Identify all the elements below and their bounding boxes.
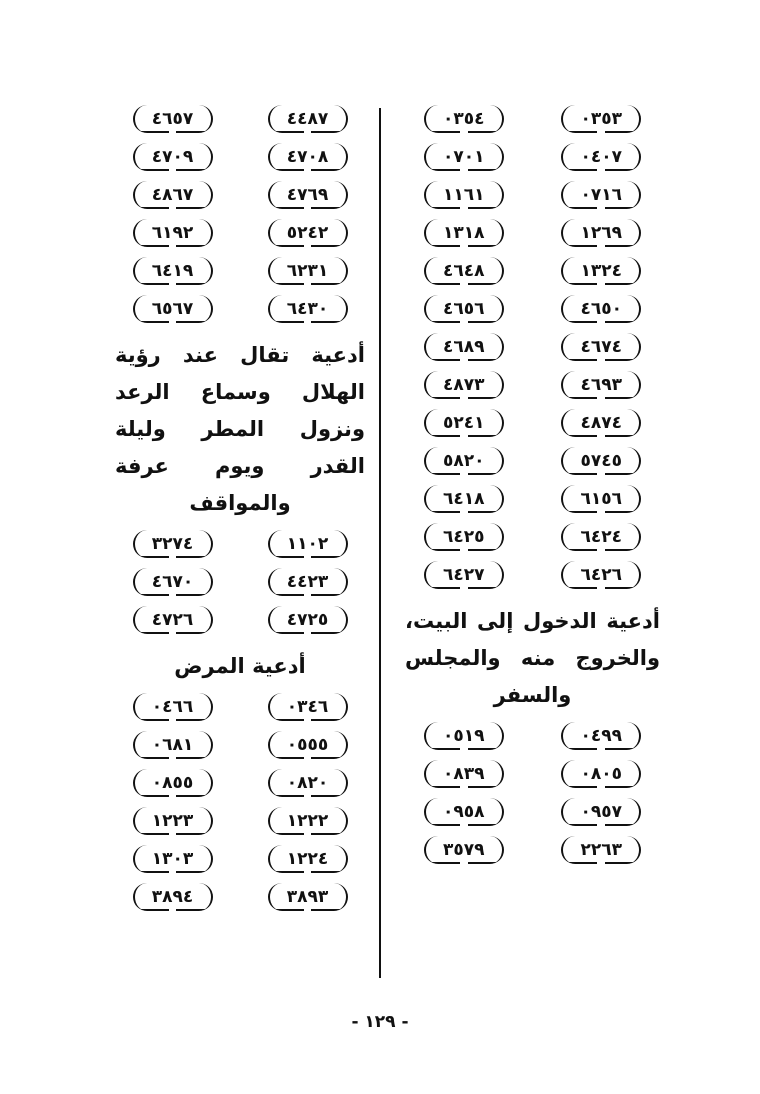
hadith-number: ٤٧٠٩ bbox=[133, 143, 213, 171]
hadith-number: ٤٦٩٣ bbox=[561, 371, 641, 399]
heading-illness: أدعية المرض bbox=[174, 654, 306, 678]
hadith-number: ٦٢٣١ bbox=[268, 257, 348, 285]
hadith-number: ٤٦٧٠ bbox=[133, 568, 213, 596]
hadith-number: ٠٣٥٤ bbox=[424, 105, 504, 133]
left-number-grid-2 bbox=[115, 530, 365, 634]
hadith-number: ٤٧٢٦ bbox=[133, 606, 213, 634]
hadith-number: ٠٨٣٩ bbox=[424, 760, 504, 788]
hadith-number: ٠٣٤٦ bbox=[268, 693, 348, 721]
left-number-grid-1 bbox=[115, 105, 365, 323]
hadith-number: ٠٤٠٧ bbox=[561, 143, 641, 171]
heading-entering-house: أدعية الدخول إلى البيت، والخروج منه والمجلس والسفر bbox=[405, 609, 660, 707]
hadith-number: ٤٦٥٧ bbox=[133, 105, 213, 133]
hadith-number: ٠٨٥٥ bbox=[133, 769, 213, 797]
hadith-number: ٤٨٦٧ bbox=[133, 181, 213, 209]
right-number-grid-1 bbox=[405, 105, 660, 589]
hadith-number: ٥٨٢٠ bbox=[424, 447, 504, 475]
hadith-number: ٠٩٥٨ bbox=[424, 798, 504, 826]
hadith-number: ١١٠٢ bbox=[268, 530, 348, 558]
hadith-number: ١٣١٨ bbox=[424, 219, 504, 247]
hadith-number: ٤٦٤٨ bbox=[424, 257, 504, 285]
hadith-number: ٠٦٨١ bbox=[133, 731, 213, 759]
page-number: - ١٢٩ - bbox=[351, 1012, 409, 1032]
hadith-number: ٣٥٧٩ bbox=[424, 836, 504, 864]
hadith-number: ٠٧١٦ bbox=[561, 181, 641, 209]
hadith-number: ٣٢٧٤ bbox=[133, 530, 213, 558]
hadith-number: ٤٤٢٣ bbox=[268, 568, 348, 596]
hadith-number: ٦٤٣٠ bbox=[268, 295, 348, 323]
hadith-number: ٤٨٧٣ bbox=[424, 371, 504, 399]
hadith-number: ٦٤٢٥ bbox=[424, 523, 504, 551]
hadith-number: ٦٤١٩ bbox=[133, 257, 213, 285]
hadith-number: ٦٤٢٤ bbox=[561, 523, 641, 551]
hadith-number: ١١٦١ bbox=[424, 181, 504, 209]
hadith-number: ٣٨٩٤ bbox=[133, 883, 213, 911]
hadith-number: ٢٢٦٣ bbox=[561, 836, 641, 864]
hadith-number: ٣٨٩٣ bbox=[268, 883, 348, 911]
hadith-number: ٤٧٢٥ bbox=[268, 606, 348, 634]
hadith-number: ٤٦٨٩ bbox=[424, 333, 504, 361]
hadith-number: ٤٧٠٨ bbox=[268, 143, 348, 171]
hadith-number: ٠٥١٩ bbox=[424, 722, 504, 750]
column-divider bbox=[379, 108, 381, 978]
right-column bbox=[405, 105, 660, 864]
hadith-number: ٠٤٩٩ bbox=[561, 722, 641, 750]
hadith-number: ٦٤٢٧ bbox=[424, 561, 504, 589]
hadith-number: ٤٨٧٤ bbox=[561, 409, 641, 437]
hadith-number: ٠٣٥٣ bbox=[561, 105, 641, 133]
hadith-number: ٥٧٤٥ bbox=[561, 447, 641, 475]
hadith-number: ٠٩٥٧ bbox=[561, 798, 641, 826]
hadith-number: ١٢٢٢ bbox=[268, 807, 348, 835]
left-number-grid-3 bbox=[115, 693, 365, 911]
left-column bbox=[115, 105, 365, 911]
hadith-number: ٥٢٤١ bbox=[424, 409, 504, 437]
hadith-number: ٠٨٢٠ bbox=[268, 769, 348, 797]
hadith-number: ١٢٢٤ bbox=[268, 845, 348, 873]
hadith-number: ٤٦٧٤ bbox=[561, 333, 641, 361]
hadith-number: ٤٦٥٠ bbox=[561, 295, 641, 323]
hadith-number: ٤٧٦٩ bbox=[268, 181, 348, 209]
hadith-number: ٠٨٠٥ bbox=[561, 760, 641, 788]
hadith-number: ٦٥٦٧ bbox=[133, 295, 213, 323]
hadith-number: ٠٧٠١ bbox=[424, 143, 504, 171]
hadith-number: ٦٤٢٦ bbox=[561, 561, 641, 589]
hadith-number: ٦١٥٦ bbox=[561, 485, 641, 513]
hadith-number: ١٢٦٩ bbox=[561, 219, 641, 247]
hadith-number: ٦١٩٢ bbox=[133, 219, 213, 247]
hadith-number: ١٢٢٣ bbox=[133, 807, 213, 835]
hadith-number: ٤٦٥٦ bbox=[424, 295, 504, 323]
right-number-grid-2 bbox=[405, 722, 660, 864]
hadith-number: ٠٤٦٦ bbox=[133, 693, 213, 721]
hadith-number: ١٣٠٣ bbox=[133, 845, 213, 873]
hadith-number: ٠٥٥٥ bbox=[268, 731, 348, 759]
hadith-number: ١٣٢٤ bbox=[561, 257, 641, 285]
heading-crescent-thunder: أدعية تقال عند رؤية الهلال وسماع الرعد ونزول المطر وليلة القدر ويوم عرفة والمواقف bbox=[115, 343, 365, 515]
hadith-number: ٥٢٤٢ bbox=[268, 219, 348, 247]
hadith-number: ٦٤١٨ bbox=[424, 485, 504, 513]
hadith-number: ٤٤٨٧ bbox=[268, 105, 348, 133]
